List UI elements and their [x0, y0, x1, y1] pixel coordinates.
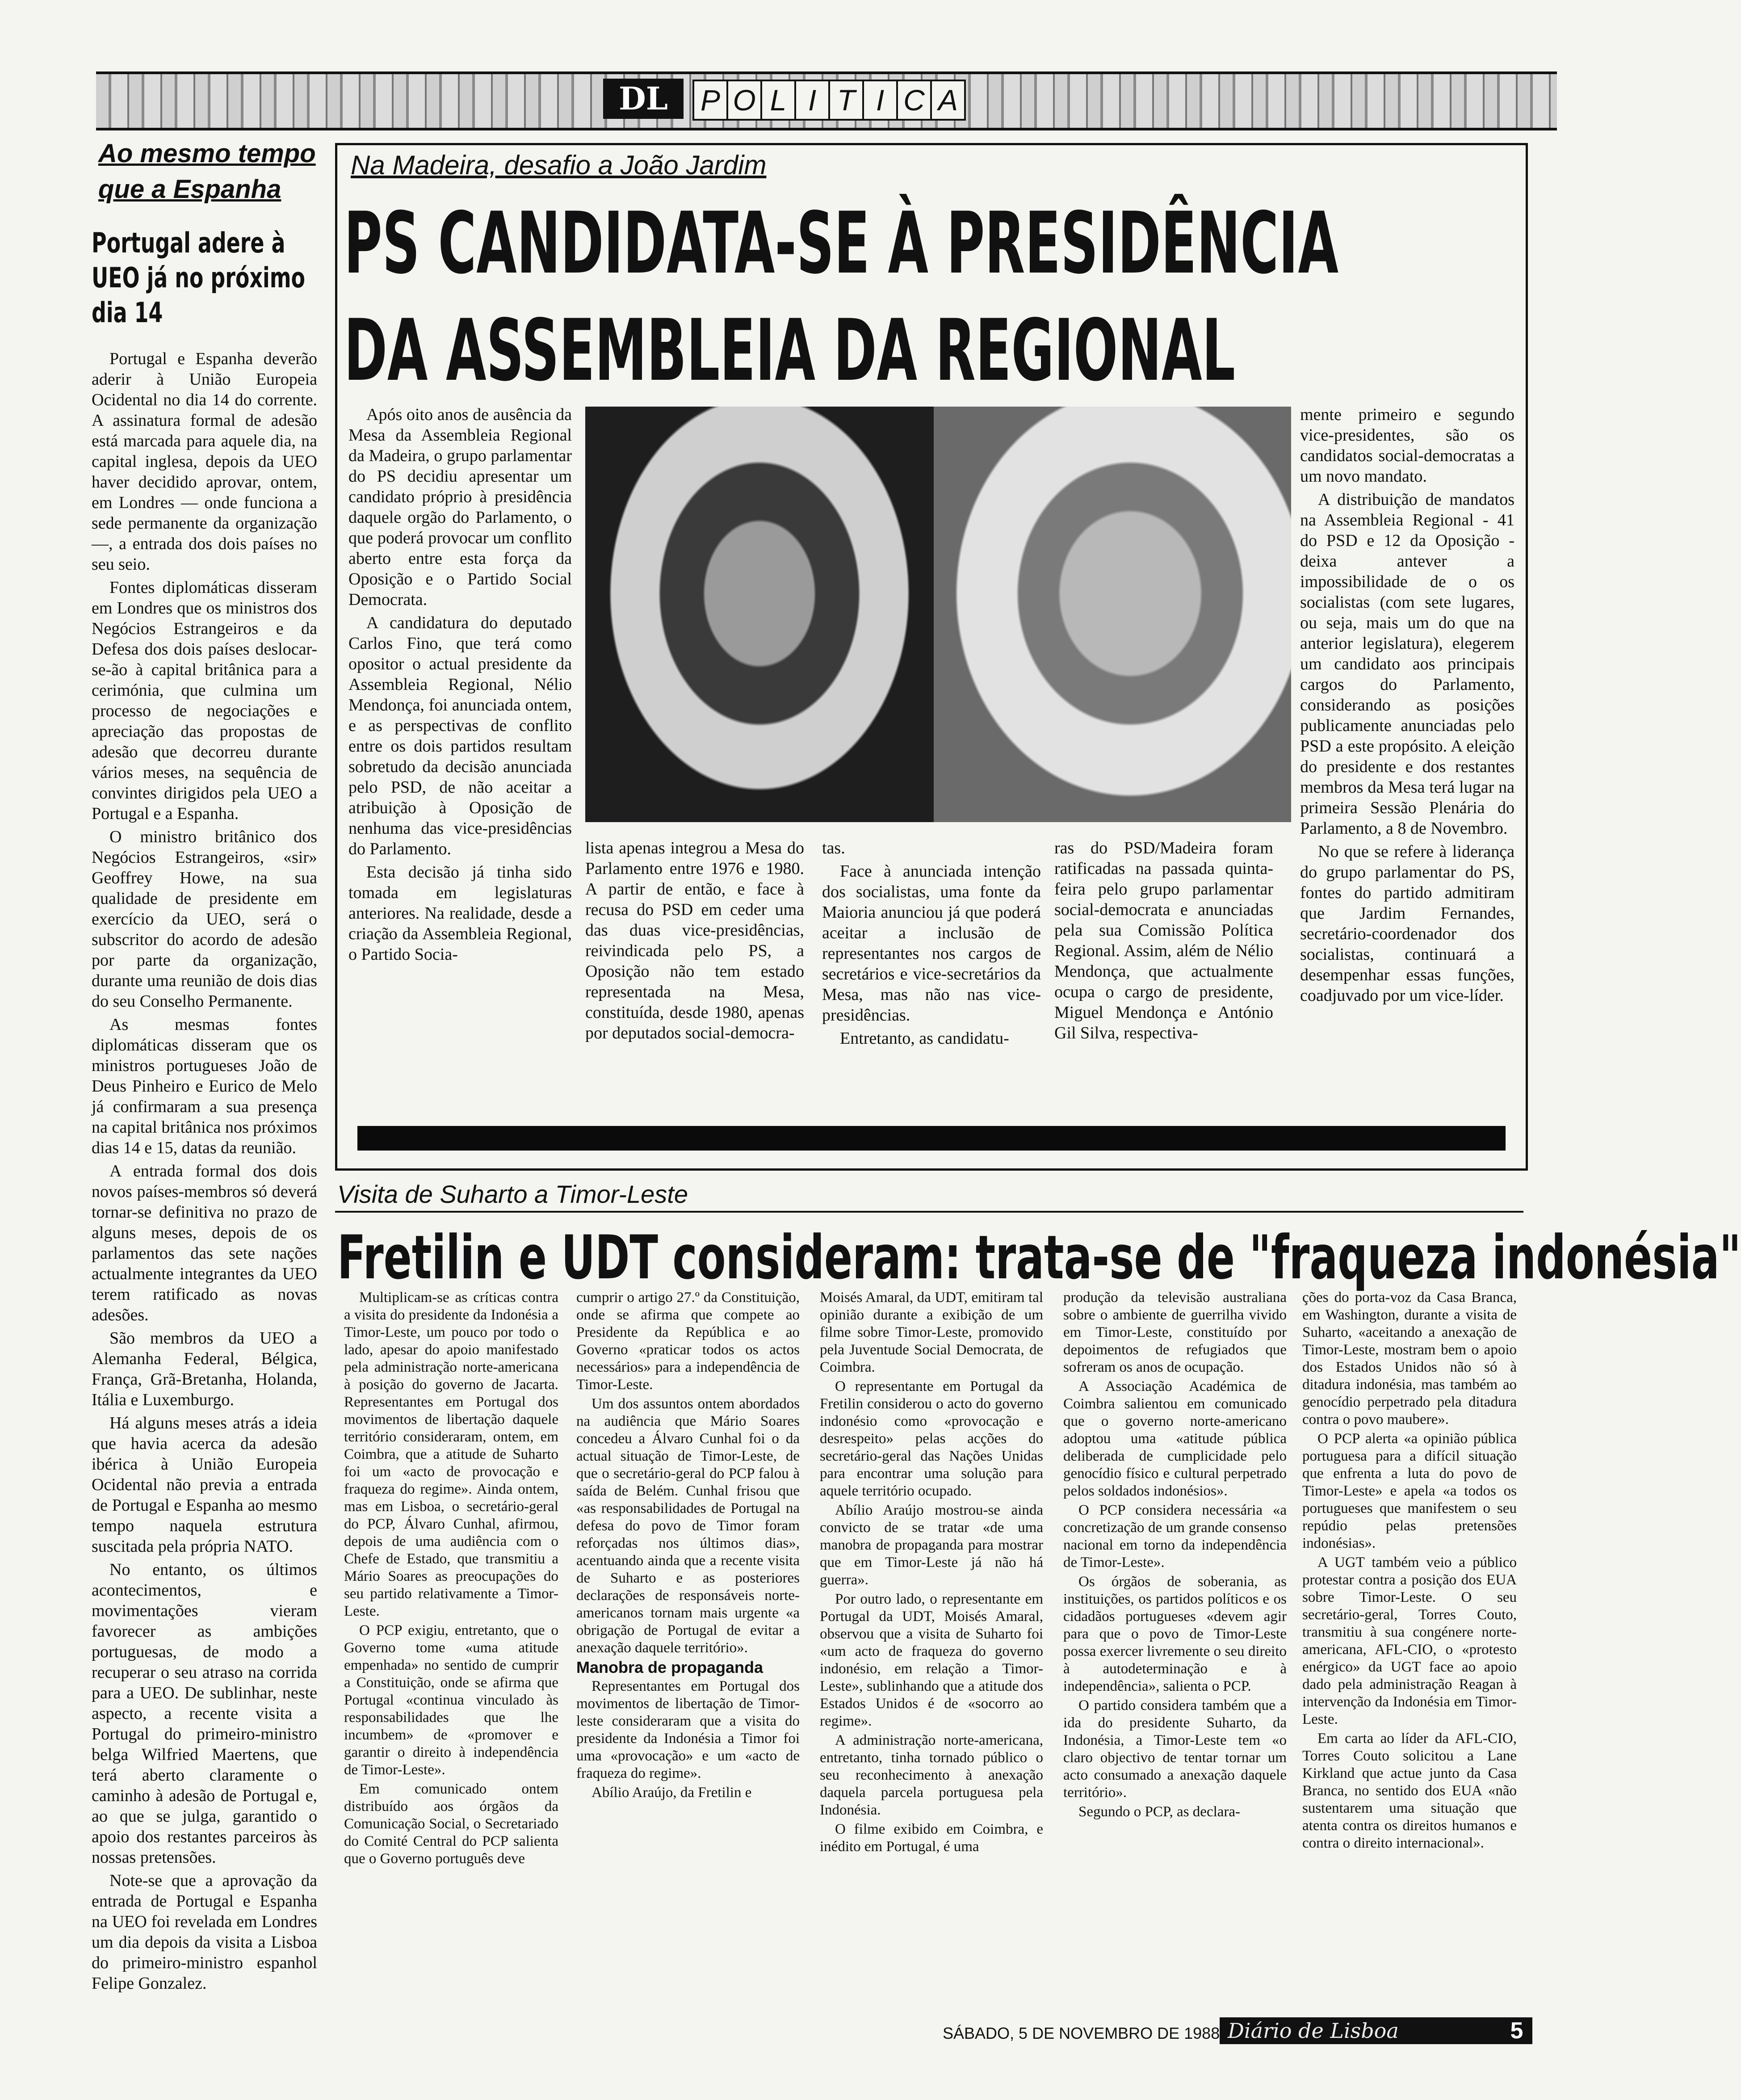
paragraph: Note-se que a aprovação da entrada de Portugal e Espanha na UEO foi revelada em Londres um dia depois da visita a Lisboa do primeiro-ministro espanhol Felipe Gonzalez. — [92, 1871, 317, 1993]
page-number: 5 — [1501, 2017, 1532, 2044]
paragraph: Fontes diplomáticas disseram em Londres que os ministros dos Negócios Estrangeiros e da Defesa dos dois países deslocar-se-ão à capital britânica para a cerimónia, que culmina um processo de negociações e apreciação das propostas de adesão que decorreu durante vários meses, na sequência de convintes dirigidos pela UEO a Portugal e a Espanha. — [92, 578, 317, 823]
main-column-2 — [585, 838, 804, 1115]
section-letter: L — [760, 80, 796, 121]
second-column-1 — [344, 1289, 558, 2008]
left-headline: Portugal adere à UEO já no próximo dia 14 — [92, 227, 306, 329]
paragraph: ções do porta-voz da Casa Branca, em Washington, durante a visita de Suharto, «aceitando a anexação de Timor-Leste, mostram bem o apoio dos Estados Unidos não só à ditadura indonésia, mas também ao genocídio perpetrado pela ditadura contra o povo maubere». — [1302, 1289, 1517, 1428]
paragraph: Abílio Araújo, da Fretilin e — [592, 1785, 752, 1801]
paragraph: Abílio Araújo mostrou-se ainda convicto de se tratar «de uma manobra de propaganda para mostrar que em Timor-Leste já não há guerra». — [820, 1502, 1043, 1588]
section-title — [692, 80, 964, 118]
paragraph: Face à anunciada intenção dos socialistas, uma fonte da Maioria anunciou já que poderá aceitar a inclusão de representantes nos cargos de secretários e vice-secretários da Mesa, mas não nas vice-presidências. — [822, 862, 1041, 1025]
paragraph: O filme exibido em Coimbra, e inédito em Portugal, é uma — [820, 1821, 1043, 1855]
second-column-5 — [1302, 1289, 1517, 2008]
paragraph: No que se refere à liderança do grupo parlamentar do PS, fontes do partido admitiram que Jardim Fernandes, secretário-coordenador dos socialistas, continuará a desempenhar essas funções, coadjuvado por um vice-líder. — [1300, 842, 1514, 1005]
photo-carlos-fino — [585, 407, 934, 822]
paragraph: Entretanto, as candidatu- — [840, 1029, 1009, 1048]
paragraph: A administração norte-americana, entretanto, tinha tornado público o seu reconhecimento à anexação daquela parcela portuguesa pela Indonésia. — [820, 1732, 1043, 1818]
section-letter: T — [828, 80, 864, 121]
paragraph: As mesmas fontes diplomáticas disseram que os ministros portugueses João de Deus Pinheiro e Eurico de Melo já confirmaram a sua presença na capital britânica nos próximos dias 14 e 15, datas da reunião. — [92, 1015, 317, 1157]
paragraph: Em comunicado ontem distribuído aos órgãos da Comunicação Social, o Secretariado do Comité Central do PCP salienta que o Governo português deve — [344, 1781, 558, 1867]
paragraph: produção da televisão australiana sobre o ambiente de guerrilha vivido em Timor-Leste, constituído por depoimentos de refugiados que sofreram os anos de ocupação. — [1063, 1289, 1287, 1375]
paragraph: A distribuição de mandatos na Assembleia Regional - 41 do PSD e 12 da Oposição - deixa antever a impossibilidade de o os socialistas (com sete lugares, ou seja, mais um do que na anterior legislatura), elegerem um candidato aos principais cargos do Parlamento, considerando as posições publicamente anunciadas pelo PSD a este propósito. A eleição do presidente e dos restantes membros da Mesa terá lugar na primeira Sessão Plenária do Parlamento, a 8 de Novembro. — [1300, 490, 1514, 838]
paragraph: ras do PSD/Madeira foram ratificadas na passada quinta-feira pelo grupo parlamentar social-democrata e anunciadas pela sua Comissão Política Regional. Assim, além de Nélio Mendonça, que actualmente ocupa o cargo de presidente, Miguel Mendonça e António Gil Silva, respectiva- — [1054, 839, 1273, 1042]
paragraph: O ministro britânico dos Negócios Estrangeiros, «sir» Geoffrey Howe, na sua qualidade de presidente em exercício da UEO, será o subscritor do acordo de adesão por parte da organização, durante uma reunião de dois dias do seu Conselho Permanente. — [92, 827, 317, 1011]
footer-paper-name: Diário de Lisboa — [1220, 2017, 1505, 2044]
paragraph: Há alguns meses atrás a ideia que havia acerca da adesão ibérica à União Europeia Ocidental não previa a entrada de Portugal e Espanha ao mesmo tempo naquela estrutura suscitada pela própria NATO. — [92, 1414, 317, 1556]
main-column-1 — [348, 404, 572, 1110]
subheading: Manobra de propaganda — [576, 1658, 764, 1676]
paragraph: A Associação Académica de Coimbra salientou em comunicado que o governo norte-americano adoptou uma «atitude pública deliberada de cumplicidade pelo genocídio físico e cultural perpetrado pelos soldados indonésios». — [1063, 1378, 1287, 1499]
second-kicker: Visita de Suharto a Timor-Leste — [337, 1180, 688, 1208]
paragraph: Portugal e Espanha deverão aderir à União Europeia Ocidental no dia 14 do corrente. A assinatura formal de adesão está marcada para aquele dia, na capital inglesa, depois da UEO haver decidido aprovar, ontem, em Londres — onde funciona a sede permanente da organização —, a entrada dos dois países no seu seio. — [92, 349, 317, 574]
left-kicker-line2: que a Espanha — [98, 175, 281, 204]
second-column-2 — [576, 1289, 800, 2008]
main-column-3 — [822, 838, 1041, 1115]
paragraph: Os órgãos de soberania, as instituições, os partidos políticos e os cidadãos portugueses «devem agir para que o povo de Timor-Leste possa exercer livremente o seu direito à autodeterminação e à independência», salienta o PCP. — [1063, 1574, 1287, 1694]
black-rule-bar — [357, 1126, 1506, 1151]
paragraph: O PCP alerta «a opinião pública portuguesa para a difícil situação que enfrenta a luta do povo de Timor-Leste» e apela «a todos os portugueses que manifestem o seu repúdio pelas pretensões indonésias». — [1302, 1431, 1517, 1551]
paragraph: Um dos assuntos ontem abordados na audiência que Mário Soares concedeu a Álvaro Cunhal foi o da actual situação de Timor-Leste, de que o secretário-geral do PCP falou à saída de Belém. Cunhal frisou que «as responsabilidades de Portugal na defesa do povo de Timor foram reforçadas nos últimos dias», acentuando ainda que a recente visita de Suharto e as posteriores declarações de responsáveis norte-americanos tornam mais urgente «a obrigação de Portugal de evitar a anexação daquele território». — [576, 1396, 800, 1656]
paragraph: O representante em Portugal da Fretilin considerou o acto do governo indonésio como «provocação e desrespeito» pelas acções do secretário-geral das Nações Unidas para encontrar uma solução para aquele território ocupado. — [820, 1378, 1043, 1499]
newspaper-logo-mark: DL — [603, 79, 684, 119]
second-column-3 — [820, 1289, 1043, 2008]
section-letter: A — [930, 80, 966, 121]
paragraph: A candidatura do deputado Carlos Fino, que terá como opositor o actual presidente da Assembleia Regional, Nélio Mendonça, foi anunciada ontem, e as perspectivas de conflito entre os dois partidos resultam sobretudo da decisão anunciada pelo PSD, de não aceitar a atribuição à Oposição de nenhuma das vice-presidências do Parlamento. — [348, 613, 572, 858]
left-article-body — [92, 349, 317, 1993]
paragraph: No entanto, os últimos acontecimentos, e movimentações vieram favorecer as ambições portuguesas, de modo a recuperar o seu atraso na corrida para a UEO. De sublinhar, neste aspecto, a recente visita a Portugal do primeiro-ministro belga Wilfried Maertens, que terá aberto claramente o caminho à adesão de Portugal e, ao que se julga, garantido o apoio dos restantes parceiros às nossas pretensões. — [92, 1560, 317, 1867]
left-kicker-line1: Ao mesmo tempo — [98, 139, 316, 168]
footer-date: SÁBADO, 5 DE NOVEMBRO DE 1988 — [943, 2024, 1220, 2042]
main-column-4 — [1054, 838, 1273, 1115]
paragraph: tas. — [822, 839, 845, 857]
paragraph: mente primeiro e segundo vice-presidentes, são os candidatos social-democratas a um novo mandato. — [1300, 405, 1514, 486]
paragraph: A entrada formal dos dois novos países-membros só deverá tornar-se definitiva no prazo de alguns meses, depois de os parlamentos das sete nações actualmente integrantes da UEO terem ratificado as novas adesões. — [92, 1162, 317, 1324]
paragraph: cumprir o artigo 27.º da Constituição, onde se afirma que compete ao Presidente da República e ao Governo «praticar todos os actos necessários» para a independência de Timor-Leste. — [576, 1289, 800, 1393]
paragraph: Esta decisão já tinha sido tomada em legislaturas anteriores. Na realidade, desde a criação da Assembleia Regional, o Partido Socia- — [348, 863, 572, 964]
paragraph: Segundo o PCP, as declara- — [1078, 1804, 1241, 1820]
paragraph: Moisés Amaral, da UDT, emitiram tal opinião durante a exibição de um filme sobre Timor-Leste, promovido pela Juventude Social Democrata, de Coimbra. — [820, 1289, 1043, 1375]
paragraph: lista apenas integrou a Mesa do Parlamento entre 1976 e 1980. A partir de então, e face à recusa do PSD em ceder uma das duas vice-presidências, reivindicada pelo PS, a Oposição não tem estado representada na Mesa, constituída, desde 1980, apenas por deputados social-democra- — [585, 839, 804, 1042]
second-kicker-rule — [335, 1211, 1523, 1213]
main-column-5 — [1300, 404, 1514, 1115]
section-letter: P — [692, 80, 728, 121]
main-headline-line1: PS CANDIDATA-SE À PRESIDÊNCIA — [344, 194, 1338, 293]
paragraph: O PCP considera necessária «a concretização de um grande consenso nacional em torno da independência de Timor-Leste». — [1063, 1502, 1287, 1571]
paragraph: São membros da UEO a Alemanha Federal, Bélgica, França, Grã-Bretanha, Holanda, Itália e Luxemburgo. — [92, 1329, 317, 1409]
second-column-4 — [1063, 1289, 1287, 2008]
photo-nelio-mendonca — [934, 407, 1291, 822]
paragraph: Por outro lado, o representante em Portugal da UDT, Moisés Amaral, observou que a visita de Suharto foi «um acto de fraqueza do governo indonésio, em relação a Timor-Leste», sublinhando que a atitude dos Estados Unidos é de «socorro ao regime». — [820, 1591, 1043, 1729]
paragraph: A UGT também veio a público protestar contra a posição dos EUA sobre Timor-Leste. O seu secretário-geral, Torres Couto, transmitiu à sua congénere norte-americana, AFL-CIO, o «protesto enérgico» da UGT face ao apoio dado pela administração Reagan à intervenção da Indonésia em Timor-Leste. — [1302, 1554, 1517, 1727]
second-headline: Fretilin e UDT consideram: trata-se de "fraqueza indonésia" — [337, 1222, 1741, 1293]
paragraph: O PCP exigiu, entretanto, que o Governo tome «uma atitude empenhada» no sentido de cumprir a Constituição, onde se afirma que Portugal «continua vinculado às responsabilidades que lhe incumbem» de «promover e garantir o direito à independência de Timor-Leste». — [344, 1622, 558, 1778]
paragraph: Em carta ao líder da AFL-CIO, Torres Couto solicitou a Lane Kirkland que actue junto da Casa Branca, no sentido dos EUA «não sustentarem uma situação que atenta contra os direitos humanos e contra o direito internacional». — [1302, 1730, 1517, 1851]
section-letter: I — [794, 80, 830, 121]
section-letter: C — [896, 80, 932, 121]
paragraph: Representantes em Portugal dos movimentos de libertação de Timor-leste consideraram que a visita do presidente da Indonésia a Timor foi uma «provocação» e um «acto de fraqueza do regime». — [576, 1678, 800, 1781]
paragraph: Após oito anos de ausência da Mesa da Assembleia Regional da Madeira, o grupo parlamentar do PS decidiu apresentar um candidato próprio à presidência daquele orgão do Parlamento, o que poderá provocar um conflito aberto entre esta força da Oposição e o Partido Social Democrata. — [348, 405, 572, 609]
paragraph: O partido considera também que a ida do presidente Suharto, da Indonésia, a Timor-Leste tem «o claro objectivo de tentar tornar um acto consumado a anexação daquele território». — [1063, 1697, 1287, 1801]
paragraph: Multiplicam-se as críticas contra a visita do presidente da Indonésia a Timor-Leste, um pouco por todo o lado, apesar do apoio manifestado pela administração norte-americana à posição do governo de Jacarta. Representantes em Portugal dos movimentos de libertação daquele território consideraram, ontem, em Coimbra, que a atitude de Suharto foi um «acto de provocação e fraqueza do regime». Ainda ontem, mas em Lisboa, o secretário-geral do PCP, Álvaro Cunhal, afirmou, depois de uma audiência com o Chefe de Estado, que transmitiu a Mário Soares as preocupações do seu partido relativamente a Timor-Leste. — [344, 1289, 558, 1619]
section-letter: I — [862, 80, 898, 121]
main-kicker: Na Madeira, desafio a João Jardim — [351, 150, 767, 180]
section-letter: O — [726, 80, 762, 121]
main-headline-line2: DA ASSEMBLEIA DA REGIONAL — [344, 301, 1235, 400]
